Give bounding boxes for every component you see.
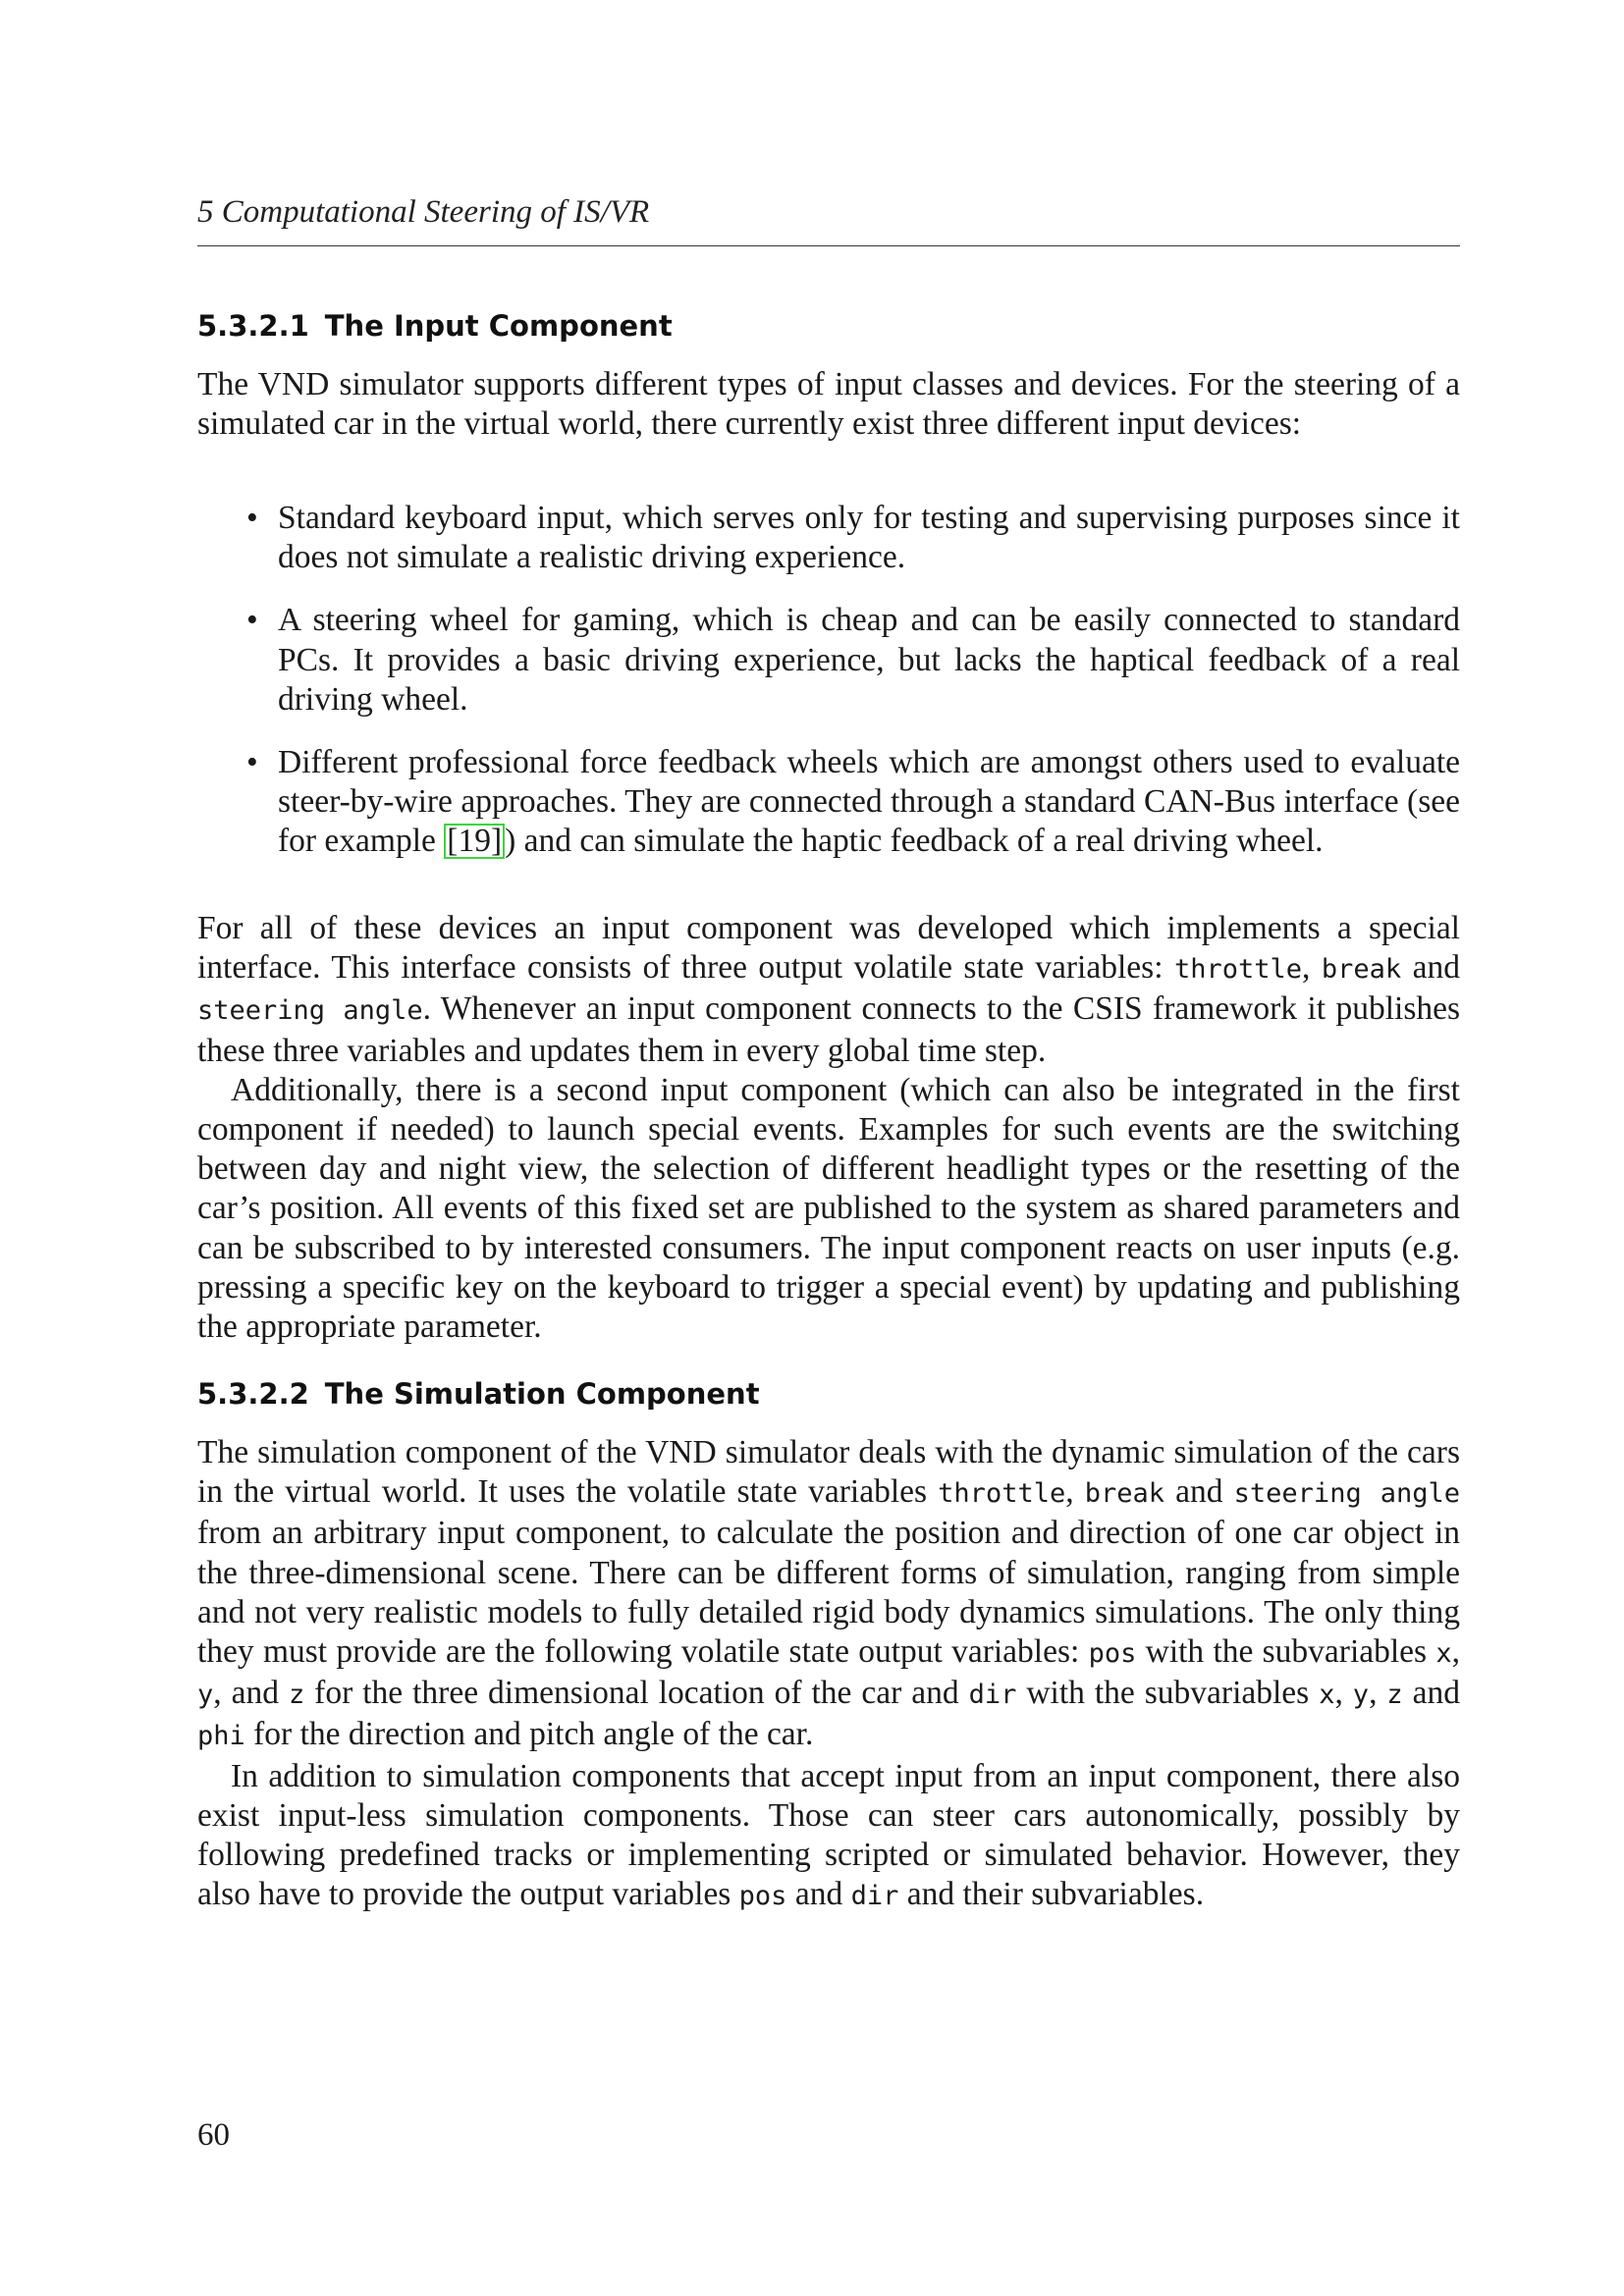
code-variable: dir [850, 1881, 899, 1912]
code-variable: break [1321, 954, 1402, 986]
section-heading-simulation-component [197, 1376, 760, 1412]
list-item: • A steering wheel for gaming, which is cheap and can be easily connected to standard PCs. It provides a basic driving experience, but lacks the haptical feedback of a real driving wheel. [246, 602, 1460, 718]
code-variable: x [1319, 1680, 1335, 1711]
list-item: • Standard keyboard input, which serves only for testing and supervising purposes since it does not simulate a realistic driving experience. [246, 500, 1460, 576]
simulation-component-body-block [197, 1433, 1460, 1916]
list-item: • Different professional force feedback wheels which are amongst others used to evaluate steer-by-wire approaches. They are connected through a standard CAN-Bus interface (see for example [19]) and can simulate the haptic feedback of a real driving wheel. [246, 744, 1460, 860]
running-header: 5 Computational Steering of IS/VR [197, 194, 650, 230]
code-variable: z [1386, 1680, 1403, 1711]
bullet-icon: • [246, 602, 258, 639]
document-page [197, 0, 1460, 2296]
code-variable: phi [197, 1721, 245, 1752]
bullet-icon: • [246, 500, 258, 536]
intro-paragraph: The VND simulator supports different types of input classes and devices. For the steering of a simulated car in the virtual world, there currently exist three different input devices: [197, 366, 1460, 443]
section-heading-input-component [197, 308, 673, 344]
body-paragraph: For all of these devices an input component was developed which implements a special interface. This interface consists of three output volatile state variables: throttle, break and steering angle. Whenever an input component connects to the CSIS framework it publishes these three variables and updates them in every global time step. [197, 910, 1461, 1069]
code-variable: z [288, 1680, 305, 1711]
input-devices-list [197, 499, 1460, 862]
code-variable: pos [738, 1881, 787, 1912]
code-variable: x [1435, 1638, 1452, 1670]
input-devices-list-block [197, 499, 1460, 885]
page-number: 60 [197, 2117, 230, 2153]
section-number: 5.3.2.1 [197, 309, 309, 343]
citation-link[interactable]: [19] [444, 824, 505, 859]
section-number: 5.3.2.2 [197, 1377, 309, 1411]
section-title: The Input Component [324, 309, 673, 343]
input-component-body-block [197, 909, 1460, 1347]
section-title: The Simulation Component [324, 1377, 760, 1411]
bullet-icon: • [246, 744, 258, 781]
code-variable: pos [1088, 1638, 1137, 1670]
code-variable: y [1352, 1680, 1370, 1711]
code-variable: dir [968, 1680, 1017, 1711]
header-rule [197, 245, 1460, 246]
code-variable: steering angle [1233, 1478, 1460, 1510]
input-component-intro-block [197, 365, 1460, 444]
body-paragraph: Additionally, there is a second input component (which can also be integrated in the first component if needed) to launch special events. Examples for such events are the switching between day and night view, the selection of different headlight types or the resetting of the car’s position. All events of this fixed set are published to the system as shared parameters and can be subscribed to by interested consumers. The input component reacts on user inputs (e.g. pressing a specific key on the keyboard to trigger a special event) by updating and publishing the appropriate parameter. [197, 1071, 1460, 1346]
code-variable: y [197, 1680, 214, 1711]
code-variable: break [1084, 1478, 1165, 1510]
code-variable: steering angle [197, 995, 423, 1027]
body-paragraph: The simulation component of the VND simulator deals with the dynamic simulation of the cars in the virtual world. It uses the volatile state variables throttle, break and steering angle from an arbitrary input component, to calculate the position and direction of one car object in the three-dimensional scene. There can be different forms of simulation, ranging from simple and not very realistic models to fully detailed rigid body dynamics simulations. The only thing they must provide are the following volatile state output variables: pos with the subvariables x, y, and z for the three dimensional location of the car and dir with the subvariables x, y, z and phi for the direction and pitch angle of the car. [197, 1434, 1461, 1753]
code-variable: throttle [1173, 954, 1303, 986]
code-variable: throttle [938, 1478, 1066, 1510]
body-paragraph: In addition to simulation components that accept input from an input component, there also exist input-less simulation components. Those can steer cars autonomically, possibly by following predefined tracks or implementing scripted or simulated behavior. However, they also have to provide the output variables pos and dir and their subvariables. [197, 1757, 1460, 1913]
